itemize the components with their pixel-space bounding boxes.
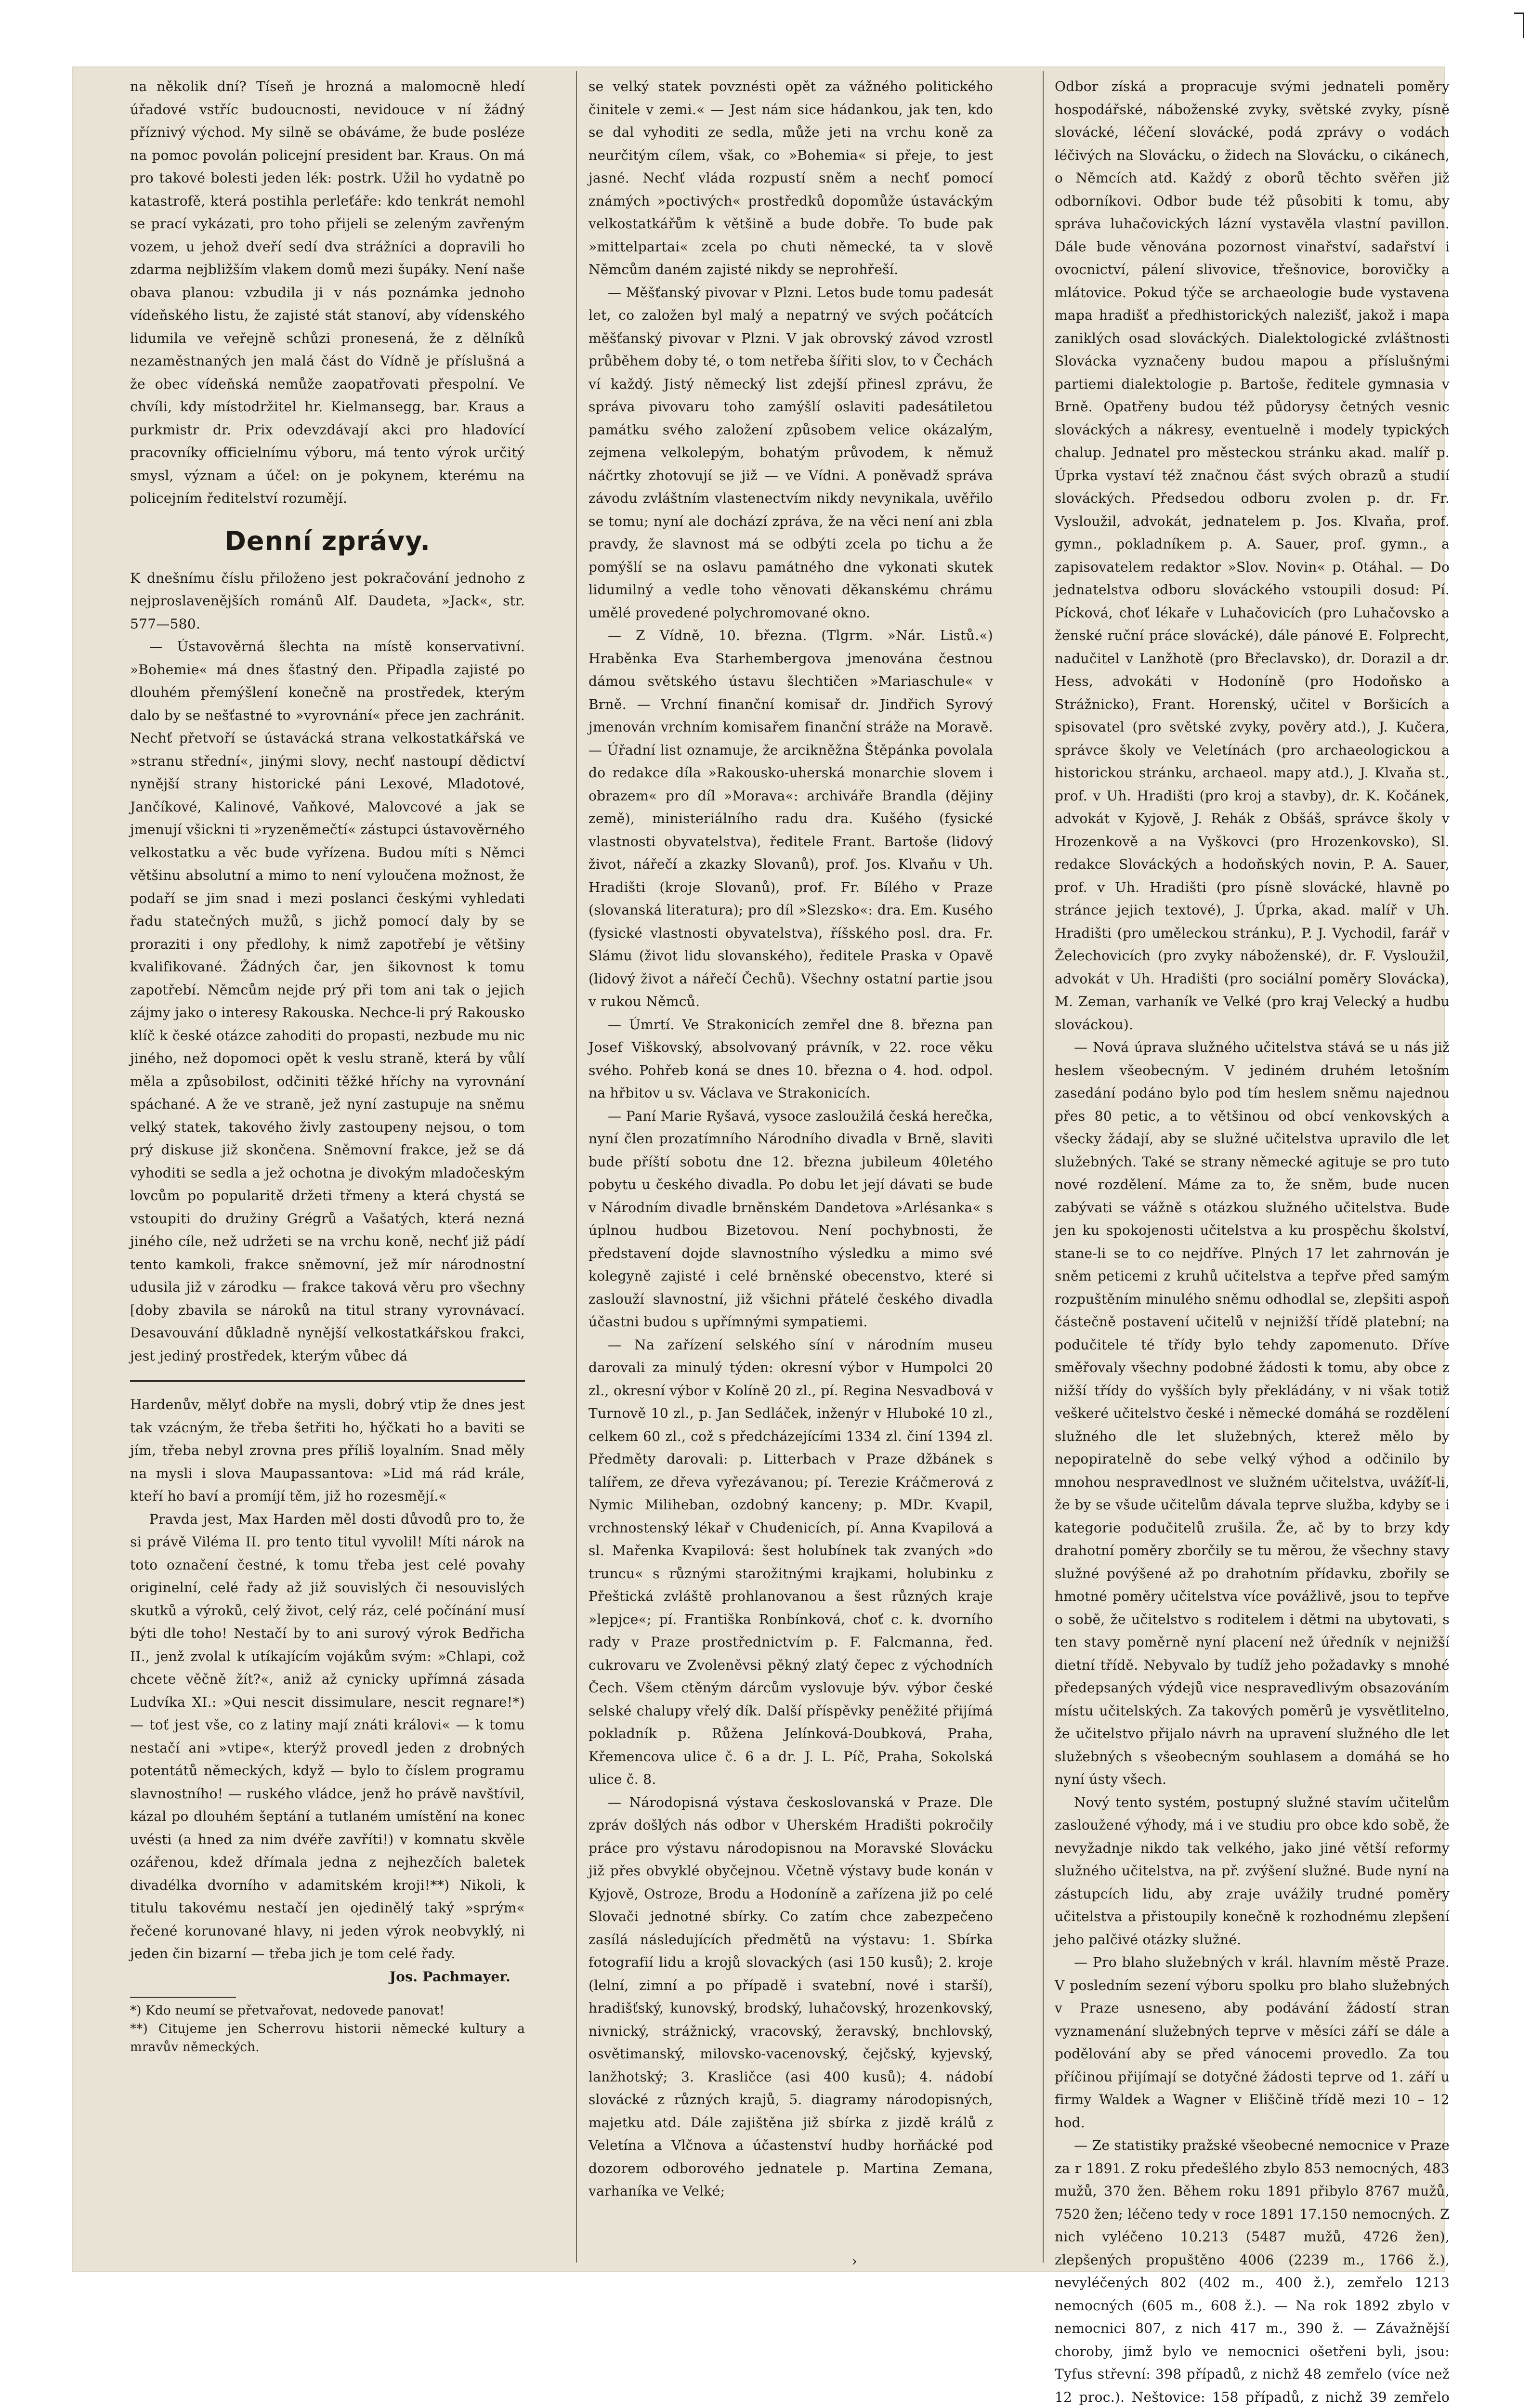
news-item: — Úmrtí. Ve Strakonicích zemřel dne 8. března pan Josef Viškovský, absolvovaný právník, v 22. roce věku svého. Pohřeb koná se dnes 10. března o 4. hod. odpol. na hřbitov u sv. Václava ve Strakonicích. [589, 1016, 993, 1101]
section-heading: Denní zprávy. [224, 525, 431, 556]
news-item: — Paní Marie Ryšavá, vysoce zasloužilá česká herečka, nyní člen prozatímního Národního divadla v Brně, slaviti bude příští sobotu dne 12. března jubileum 40letého pobytu u českého divadla. Po dobu let její dávati se bude v Národním divadle brněnském Dandetova »Arlésanka« s úplnou hudbou Bizetovou. Není pochybnosti, že představení dojde slavnostního výsledku a mimo své kolegyně zajisté i celé brněnské obecenstvo, které si zaslouží slavnostní, již všichni přátelé českého divadla účastni budou s upřímnými sympatiemi. [589, 1108, 993, 1330]
footnote: **) Citujeme jen Scherrovu historii německé kultury a mravův německých. [130, 2022, 525, 2055]
column-separator [576, 71, 577, 2263]
author-signature: Jos. Pachmayer. [389, 1968, 510, 1985]
column-middle [589, 75, 993, 2203]
news-item: Odbor získá a propracuje svými jednateli poměry hospodářské, náboženské zvyky, světské zvyky, písně slovácké, léčení slovácké, podá zprávy o vodách léčivých na Slovácku, o židech na Slovácku, o cikánech, o Němcích atd. Každý z oborů těchto svěřen již odborníkovi. Odbor bude též působiti k tomu, aby správa luhačovických lázní vystavěla vlastní pavillon. Dále bude věnována pozornost vinařství, sadařství i ovocnictví, pálení slivovice, třešnovice, borovičky a mlátovice. Pokud týče se archaeologie bude vystavena mapa hradišť a předhistorických nalezišť, jakož i mapa zaniklých osad slováckých. Dialektologické zvláštnosti Slovácka vyznačeny budou mapou a příslušnými partiemi dialektologie p. Bartoše, ředitele gymnasia v Brně. Opatřeny budou též půdorysy četných vesnic slováckých a nákresy, eventuelně i modely typických chalup. Jednatel pro městeckou stránku akad. malíř p. Úprka vystaví též značnou část svých obrazů a studií slováckých. Předsedou odboru zvolen p. dr. Fr. Vysloužil, advokát, jednatelem p. Jos. Klvaňa, prof. gymn., pokladníkem p. A. Sauer, prof. gymn., a zapisovatelem redaktor »Slov. Novin« p. Otáhal. — Do jednatelstva odboru slováckého vstoupili dosud: Pí. Pícková, choť lékaře v Luhačovicích (pro Luhačovsko a ženské ruční práce slovácké), dále pánové E. Folprecht, nadučitel v Lanžhotě (pro Břeclavsko), dr. Dorazil a dr. Hess, advokáti v Hodoníně (pro Hodoňsko a Strážnicko), Frant. Horenský, učitel v Boršicích a spisovatel (pro světské zvyky, pověry atd.), J. Kučera, správce školy ve Veletínách (pro archaeologickou a historickou stránku, archaeol. mapy atd.), J. Klvaňa st., prof. v Uh. Hradišti (pro kroj a stavby), dr. K. Kočánek, advokát v Kyjově, J. Rehák z Obšáš, správce školy v Hrozenkově a na Vyškovci (pro Hrozenkovsko), Sl. redakce Slováckých a hodoňských novin, P. A. Sauer, prof. v Uh. Hradišti (pro písně slovácké, hlavně po stránce jejich textové), J. Úprka, akad. malíř v Uh. Hradišti (pro uměleckou stránku), P. J. Vychodil, farář v Želechovicích (pro zvyky náboženské), dr. F. Vysloužil, advokát v Uh. Hradišti (pro sociální poměry Slovácka), M. Zeman, varhaník ve Velké (pro kraj Velecký a hudbu slováckou). [1055, 79, 1450, 1033]
news-item: — Pro blaho služebných v král. hlavním městě Praze. V posledním sezení výboru spolku pro blaho služebných v Praze usneseno, aby podávání žádostí stran vyznamenání služebných teprve v měsíci září se dále a podělování aby se před vánocemi provedlo. Za tou příčinou přijímají se dotyčné žádosti teprve od 1. září u firmy Waldek a Wagner v Eliščině třídě mezi 10 – 12 hod. [1055, 1954, 1450, 2131]
news-item: K dnešnímu číslu přiloženo jest pokračování jednoho z nejproslavenějších románů Alf. Daudeta, »Jack«, str. 577—580. [130, 570, 525, 632]
news-item: — Nová úprava služného učitelstva stává se u nás již heslem všeobecným. V jediném druhém letošním zasedání podáno bylo pod tím heslem sněmu najednou přes 80 petic, a to většinou od obcí venkovských a všecky žádají, aby se služné učitelstva upravilo dle let služebných. Také se strany německé agituje se pro tuto nové rozdělení. Máme za to, že sněm, bude nucen zabývati se vážně s otázkou služného učitelstva. Bude jen ku spokojenosti učitelstva a ku prospěchu školství, stane-li se to co nejdříve. Plných 17 let zahrnován je sněm peticemi z kruhů učitelstva a tepřve před samým rozpuštěním minulého sněmu odhodlal se, zlepšiti aspoň částečně postavení učitelů v nejnižší třídě platební; na podučitele té třídy bylo tehdy zapomenuto. Dříve směřovaly všechny podobné žádosti k tomu, aby obce z nižší třídy do vyšších byly překládány, v ni však totiž veškeré učitelstvo české i německé domáhá se rozdělení služného dle let služebných, kterež mělo by nepopiratelně do sebe velký výhod a odčinilo by mnohou nespravedlnost ve služném učitelstva, uvážíť-li, že by se všude učitelům dávala teprve služba, kdyby se i kategorie podučitelů zrušila. Že, ač by to brzy kdy drahotní poměry zborčily se tu měrou, že všechny stavy služné povýšené až po drahotním přídavku, zbořily se hmotné poměry učitelstva více povážlivě, jsou to tepřve o sobě, že učitelstvo s roditelem i dětmi na ubytovati, s ten stavy poměrně nyní placení než úředník v nejnižší dietní třídě. Nebyvalo by tudíž jeho požadavky s mnohé předepsaných výdejů vice nespravedlivým obsazováním místu učitelských. Za takových poměrů je vysvětlitelno, že učitelstvo přijalo návrh na upravení služného dle let služebných s všeobecným souhlasem a domáhá se ho nyní ústy všech. [1055, 1039, 1450, 1787]
crop-mark-icon [1514, 13, 1524, 38]
page-mark: › [851, 2253, 857, 2270]
footnote-rule [130, 1997, 236, 1998]
news-item: Nový tento systém, postupný služné stavím učitelům zasloužené výhody, má i ve studiu pro obce kdo sobě, že nevyžadnje nikdo tak velkého, jako jiné větší reformy služného učitelstva, na př. zvýšení služné. Bude nyní na zástupcích lidu, aby zraje uvážily trudné poměry učitelstva a přistoupily konečně k rozhodnému zlepšení jeho palčivé otázky služné. [1055, 1794, 1450, 1948]
newspaper-page [72, 66, 1450, 2405]
news-item: — Z Vídně, 10. března. (Tlgrm. »Nár. Listů.«) Hraběnka Eva Starhembergova jmenována čestnou dámou světského ústavu šlechtičen »Mariaschule« v Brně. — Vrchní finanční komisař dr. Jindřich Syrový jmenován vrchním komisařem finanční stráže na Moravě. — Úřadní list oznamuje, že arcikněžna Štěpánka povolala do redakce díla »Rakousko-uherská monarchie slovem i obrazem« pro díl »Morava«: archiváře Brandla (dějiny země), ministeriálního radu dra. Kušého (fysické vlastnosti obyvatelstva), ředitele Frant. Bartoše (lidový život, nářečí a zkazky Slovanů), prof. Jos. Klvaňu v Uh. Hradišti (kroje Slovanů), prof. Fr. Bílého v Praze (slovanská literatura); pro díl »Slezsko«: dra. Em. Kusého (fysické vlastnosti obyvatelstva), říšského posl. dra. Fr. Slámu (život lidu slovanského), ředitele Praska v Opavě (lidový život a nářečí Čechů). Všechny ostatní partie jsou v rukou Němců. [589, 628, 993, 1009]
section-rule [130, 1380, 525, 1382]
column-left [130, 75, 525, 2056]
news-item: — Ústavověrná šlechta na místě konservativní. »Bohemie« má dnes šťastný den. Připadla zajisté po dlouhém přemýšlení konečně na prostředek, kterým dalo by se nešťastné to »vyrovnání« přece jen zachránit. Nechť přetvoří se ústavácká strana velkostatkářská ve »stranu střední«, jinými slovy, nechť nastoupí dědictví nynější strany historické páni Lexové, Mladotové, Jančíkové, Kalinové, Vaňkové, Malovcové a jak se jmenují všickni ti »ryzeněmečtí« zástupci ústavověrného velkostatku a věc bude vyřízena. Budou míti s Němci většinu absolutní a mimo to není vyloučena možnost, že podaří se jim snad i mezi poslanci českými vyhledati řadu statečných mužů, s jichž pomocí daly by se proraziti i ony předlohy, k nimž zapotřebí je většiny kvalifikované. Žádných čar, jen šikovnost k tomu zapotřebí. Němcům nejde prý při tom ani tak o jejich zájmy jako o interesy Rakouska. Nechce-li prý Rakousko klíč k české otázce zahoditi do propasti, nezbude mu nic jiného, než dopomoci opět k veslu straně, která by vůlí měla a způsobilost, odčiniti těžké hříchy na vyrovnání spáchané. A že ve straně, jež nyní zastupuje na sněmu velký statek, takového živly zastoupeny nejsou, o tom prý diskuse již skončena. Sněmovní frakce, jež se dá vyhoditi se sedla a jež ochotna je divokým mladočeským lovcům po popularitě držeti třmeny a která chystá se vstoupiti do družiny Grégrů a Vašatých, která nezná jiného cíle, než udržeti se na vrchu koně, nechť již pádí tento kamkoli, frakce sněmovní, jež mír národnostní udusila již v zárodku — frakce taková věru pro všechny [doby zbavila se nároků na titul strany vyrovnávací. Desavouvání důkladně nynější velkostatkářskou frakci, jest jediný prostředek, kterým vůbec dá [130, 639, 525, 1364]
news-item: — Národopisná výstava českoslovanská v Praze. Dle zpráv došlých nás odbor v Uherském Hradišti pokročily práce pro výstavu národopisnou na Moravské Slovácku již přes obvyklé obyčejnou. Včetně výstavy bude konán v Kyjově, Ostroze, Brodu a Hodoníně a zařízena již po celé Slovači jednotné sbírky. Co zatím chce zabezpečeno zasílá následujících předmětů na výstavu: 1. Sbírka fotografií lidu a krojů slovackých (asi 150 kusů); 2. kroje (lelní, zimní a po případě i svatební, nové i starší), hradišťský, kunovský, brodský, luhačovský, hrozenkovský, nivnický, strážnický, vracovský, žeravský, bnchlovský, osvětimanský, milovsko-vacenovský, čejčský, kyjevský, lanžhotský; 3. Krasličce (asi 400 kusů); 4. nádobí slovácké z různých krajů, 5. diagramy národopisných, majetku atd. Dále zajištěna již sbírka z jizdě králů z Veletína a Vlčnova a účastenství hudby horňácké pod dozorem odborového jednatele p. Martina Zemana, varhaníka ve Velké; [589, 1794, 993, 2199]
column-separator [1043, 71, 1044, 2263]
news-item: — Na zařízení selského síní v národním museu darovali za minulý týden: okresní výbor v Humpolci 20 zl., okresní výbor v Kolíně 20 zl., pí. Regina Nesvadbová v Turnově 10 zl., p. Jan Sedláček, inženýr v Hluboké 10 zl., celkem 60 zl., což s předcházejícími 1334 zl. činí 1394 zl. Předměty darovali: p. Litterbach v Praze džbánek s talířem, ze dřeva vyřezávanou; pí. Terezie Kráčmerová z Nymic Miliheban, ozdobný kanceny; p. MDr. Kvapil, vrchnostenský lékař v Chudenicích, pí. Anna Kvapilová a sl. Mařenka Kvapilová: šest holubínek tak zvaných »do truncu« s různými starožitnými krajkami, holubinku z Přeštická zvláště prohlanovanou a šest různých kraje »lepjce«; pí. Františka Ronbínková, choť c. k. dvorního rady v Praze prostřednictvím p. F. Falcmanna, řed. cukrovaru ve Zvoleněvsi pěkný zlatý čepec z východních Čech. Všem ctěným dárcům vyslovuje býv. výbor české selské chalupy vřelý dík. Další příspěvky peněžité přijímá pokladník p. Růžena Jelínková-Doubková, Praha, Křemencova ulice č. 6 a dr. J. L. Píč, Praha, Sokolská ulice č. 8. [589, 1336, 993, 1787]
feuilleton-paragraph: Pravda jest, Max Harden měl dosti důvodů pro to, že si právě Viléma II. pro tento titul vyvolil! Míti nárok na toto označení čestné, k tomu třeba jest celé povahy originelní, celé řady až již souvislých či nesouvislých skutků a výroků, celý život, celý ráz, celé počínání musí býti dle toho! Nestačí by to ani surový výrok Bedřicha II., jenž zvolal k utíkajícím vojákům svým: »Chlapi, což chcete věčně žít?«, aniž až cynicky upřímná zásada Ludvíka XI.: »Qui nescit dissimulare, nescit regnare!*) — toť jest vše, co z latiny mají znáti královi« — k tomu nestačí ani »vtipe«, kterýž provedl jeden z drobných potentátů německých, když — bylo to číslem programu slavnostního! — ruského vládce, jenž ho právě navštívil, kázal po dlouhém šeptání a tutlaném umístění na konec uvésti (a hned za nim dvéře zavříti!) v komnatu skvěle ozářenou, kdež dřímala jedna z nejhezčích baletek divadélka dvorního v adamitském kroji!**) Nikoli, k titulu takovému nestačí jen ojedinělý taký »sprým« řečené korunované hlavy, ni jeden výrok neobvyklý, ni jeden čin bizarní — třeba jich je tom celé řady. [130, 1511, 525, 1962]
news-item: — Měšťanský pivovar v Plzni. Letos bude tomu padesát let, co založen byl malý a nepatrný ve svých počátcích měšťanský pivovar v Plzni. V jak obrovský závod vzrostl průběhem doby té, o tom netřeba šířiti slov, to v Čechách ví každý. Jistý německý list zdejší přinesl zprávu, že správa pivovaru toho zamýšlí oslaviti padesátiletou památku svého založení způsobem velice okázalým, zejmena velkolepým, bohatým průvodem, k němuž náčrtky zhotovují se již — ve Vídni. A poněvadž správa závodu zvláštním vlastenectvím nikdy nevynikala, uvěřilo se tomu; nyní ale dochází zpráva, že na věci není ani zbla pravdy, že slavnost má se odbýti zcela po tichu a že pomýšlí se na oslavu památného dne vykonati skutek lidumilný a vedle toho věnovati děkanskému chrámu umělé provedené polychromované okno. [589, 284, 993, 621]
scan-margin [1507, 0, 1531, 2315]
article-text: na několik dní? Tíseň je hrozná a malomocně hledí úřadové vstříc budoucnosti, nevidouce v ní žádný příznivý východ. My silně se obáváme, že bude posléze na pomoc povolán policejní president bar. Kraus. On má pro takové bolesti jeden lék: postrk. Užil ho vydatně po katastrofě, která postihla perleťáře: kdo tenkrát nemohl se prací vykázati, pro toho přijeli se zeleným zavřeným vozem, u jehož dveří sedí dva strážníci a dopravili ho zdarma nejbližším vlakem domů mezi šupáky. Není naše obava planou: vzbudila ji v nás poznámka jednoho vídeňského listu, že zajisté stát stanoví, aby vídenského lidumila ve veřejně schůzi pronesená, že z dělníků nezaměstnaných jen malá část do Vídně je příslušná a že obec vídeňská nemůže zaopatřovati přespolní. Ve chvíli, kdy místodržitel hr. Kielmansegg, bar. Kraus a purkmistr dr. Prix odevzdávají akci pro hladovící pracovníky officielnímu výboru, má tento výrok určitý smysl, význam a účel: on je pokynem, kterému na policejním ředitelství rozumějí. [130, 79, 525, 506]
feuilleton-paragraph: Hardenův, mělyť dobře na mysli, dobrý vtip že dnes jest tak vzácným, že třeba šetřiti ho, hýčkati ho a baviti se jím, třeba nebyl zrovna pres příliš loyalním. Snad měly na mysli i slova Maupassantova: »Lid má rád krále, kteří ho baví a promíjí těm, již ho rozesmějí.« [130, 1397, 525, 1504]
news-item: — Ze statistiky pražské všeobecné nemocnice v Praze za r 1891. Z roku předešlého zbylo 853 nemocných, 483 mužů, 370 žen. Během roku 1891 přibylo 8767 mužů, 7520 žen; léčeno tedy v roce 1891 17.150 nemocných. Z nich vyléčeno 10.213 (5487 mužů, 4726 žen), zlepšených propuštěno 4006 (2239 m., 1766 ž.), nevyléčených 802 (402 m., 400 ž.), zemřelo 1213 nemocných (605 m., 608 ž.). — Na rok 1892 zbylo v nemocnici 807, z nich 417 m., 390 ž. — Závažnější choroby, jimž bylo ve nemocnici ošetřeni byli, jsou: Tyfus střevní: 398 případů, z nichž 48 zemřelo (více než 12 proc.). Neštovice: 158 případů, z nichž 39 zemřelo [1055, 2137, 1450, 2405]
column-right [1055, 75, 1450, 2408]
news-item: se velký statek povznésti opět za vážného politického činitele v zemi.« — Jest nám sice hádankou, jak ten, kdo se dal vyhoditi ze sedla, může jeti na vrchu koně za neurčitým cílem, však, co »Bohemia« si přeje, to jest jasné. Nechť vláda rozpustí sněm a nechť pomocí známých »poctivých« prostředků dopomůže ústaváckým velkostatkářům k většině a bude dobře. To bude pak »mittelpartai« zcela po chuti německé, ta v slově Němcům daném zajisté nikdy se neprohřeší. [589, 79, 993, 277]
footnote: *) Kdo neumí se přetvařovat, nedovede panovat! [130, 2003, 445, 2018]
